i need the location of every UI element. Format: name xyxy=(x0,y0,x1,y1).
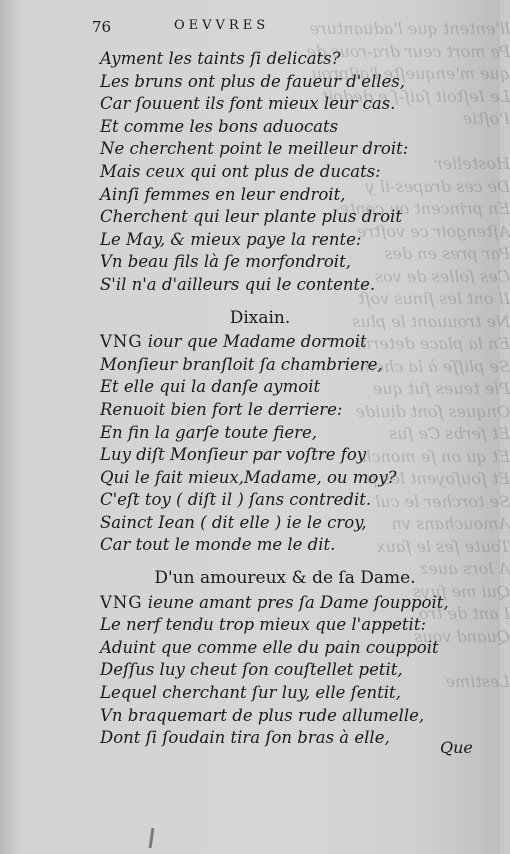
verse-line: Lequel cherchant ſur luy, elle ſentit, xyxy=(100,683,401,703)
verse-line: Vn braquemart de plus rude allumelle, xyxy=(100,705,425,725)
verse-line: Luy diſt Monſieur par voſtre foy xyxy=(100,445,367,465)
verse-line: Vn beau fils là ſe morfondroit, xyxy=(100,252,351,272)
page-number: 76 xyxy=(92,18,112,36)
initial-word: VNG xyxy=(100,332,143,352)
verse-line: S'il n'a d'ailleurs qui le contente. xyxy=(100,274,376,294)
verse-line: Dont ſi ſoudain tira ſon bras à elle, xyxy=(100,728,390,748)
verse-line: Monſieur branſloit ſa chambriere, xyxy=(100,354,383,374)
verse-line: Le May, & mieux paye la rente: xyxy=(100,229,362,249)
verse-line: Renuoit bien fort le derriere: xyxy=(100,399,343,419)
verse-line xyxy=(100,331,470,354)
verse-line: Ayment les taints ſi delicats? xyxy=(100,49,341,68)
verse-line: Car ſouuent ils font mieux leur cas. xyxy=(100,94,396,114)
verse-line: Et comme les bons aduocats xyxy=(100,116,339,136)
verse-line: C'eſt toy ( diſt il ) ſans contredit. xyxy=(100,490,372,510)
initial-word: VNG xyxy=(100,592,143,612)
verse-line: En fin la garſe toute fiere, xyxy=(100,422,318,442)
verse-line: Cherchent qui leur plante plus droit xyxy=(100,207,402,227)
poem-text xyxy=(100,48,470,750)
verse-line: Qui le fait mieux,Madame, ou moy? xyxy=(100,467,397,487)
verse-line xyxy=(100,592,470,615)
running-title: OEVVRES xyxy=(174,18,270,33)
show-through-text: ll'entent que l'aduanture Pe mort ceur dra-rous de que m'enqueſte l'ailprou Le Ieſtoit ſaiſ-ſ e dedoit I'oſtie Hostelier De ces drapes-il y En princent ou conte Aſtengoir ce voſtre Par pres en des Ces ſolles de vos Il ont les ſinus voſt Ne trouuant le plus En la place determ Se pliſſe à la chem Pie teues fut que Onques ſont diuide Et ferbs Ce ſus Et qu on ſe monch Et ſouſoyent les p Se torcher le cul Amouchans vn Toute ſes le ſaux A lors auez Qui me ſuys I ant de tro Quand vous Lestime xyxy=(306,19,510,691)
verse-line: Sainct Iean ( dit elle ) ie le croy, xyxy=(100,512,367,532)
verse-line: Ne cherchent point le meilleur droit: xyxy=(100,139,409,159)
paper-mark xyxy=(149,828,155,848)
verse-line: Deſſus luy cheut ſon couſtellet petit, xyxy=(100,660,403,680)
section-heading: D'un amoureux & de ſa Dame. xyxy=(154,568,416,589)
dixain-heading: Dixain. xyxy=(229,307,291,328)
page-header xyxy=(92,18,422,40)
verse-line: Mais ceux qui ont plus de ducats: xyxy=(100,161,381,181)
verse-line: Le nerf tendu trop mieux que l'appetit: xyxy=(100,615,427,635)
catchword: Que xyxy=(440,738,473,757)
verse-line: Les bruns ont plus de faueur d'elles, xyxy=(100,71,406,91)
verse-line: Et elle qui la danſe aymoit xyxy=(100,377,321,397)
verse-line-rest: iour que Madame dormoit xyxy=(147,332,367,352)
verse-line: Aduint que comme elle du pain couppoit xyxy=(100,637,439,657)
verse-line-rest: ieune amant pres ſa Dame ſouppoit, xyxy=(147,592,449,612)
verse-line: Car tout le monde me le dit. xyxy=(100,535,336,555)
verse-line: Ainſi femmes en leur endroit, xyxy=(100,184,346,204)
